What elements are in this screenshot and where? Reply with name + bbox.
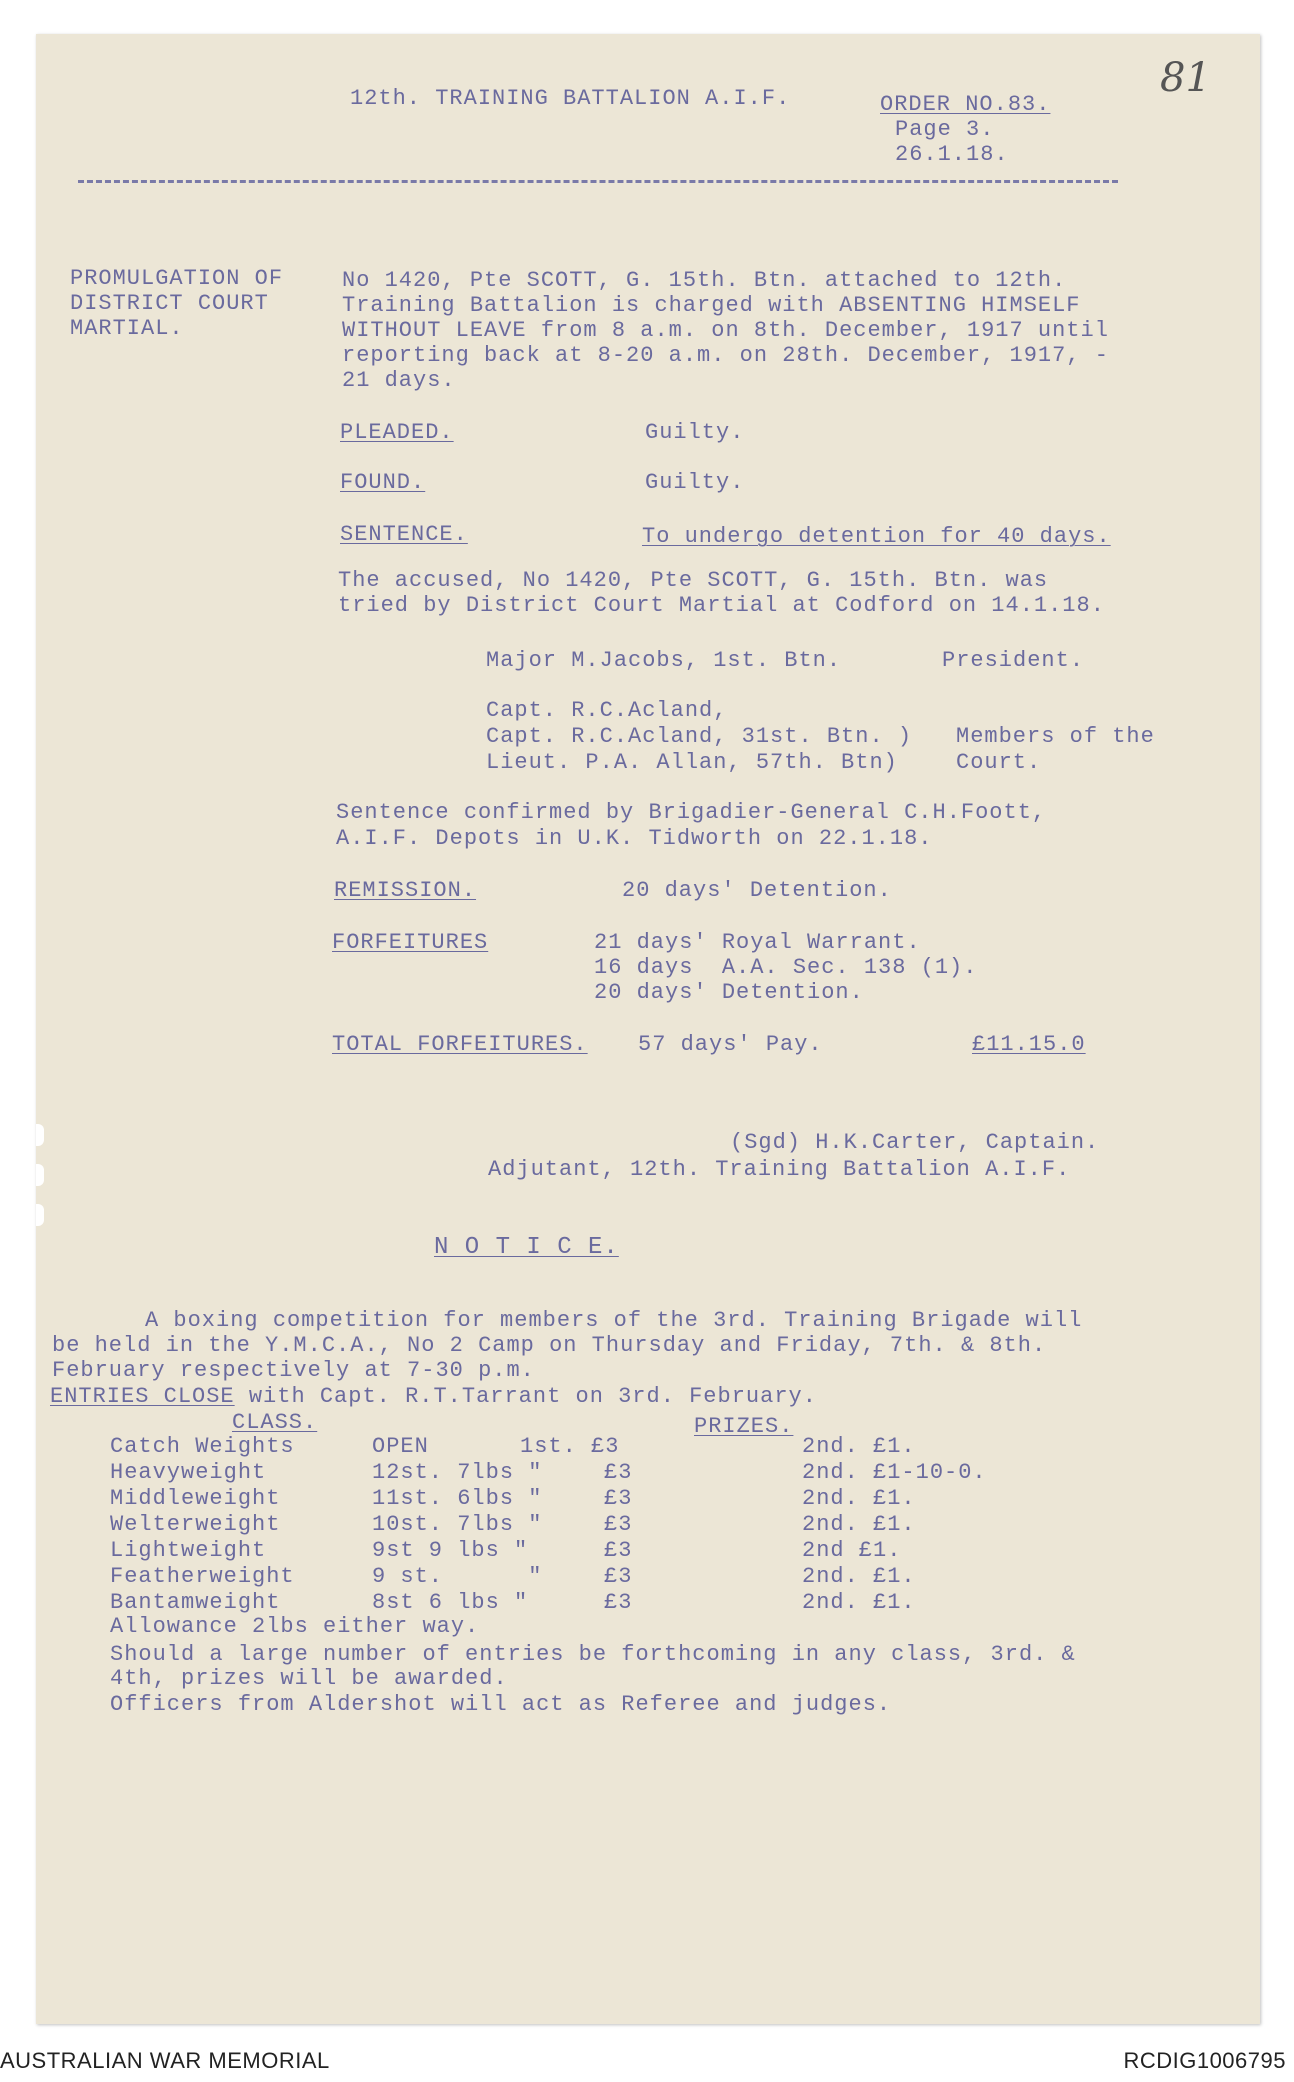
class-second-prize: 2nd. £1.	[802, 1590, 916, 1615]
member-line-3: Lieut. P.A. Allan, 57th. Btn)	[486, 750, 898, 775]
order-date: 26.1.18.	[895, 142, 1009, 167]
confirmed-line-1: Sentence confirmed by Brigadier-General C.H.Foott,	[336, 800, 1047, 825]
side-heading-line-1: PROMULGATION OF	[70, 266, 284, 291]
remission-value: 20 days' Detention.	[622, 878, 892, 903]
class-second-prize: 2nd. £1.	[802, 1486, 916, 1511]
class-weight: OPEN	[372, 1434, 429, 1459]
footnote-entries-1: Should a large number of entries be forthcoming in any class, 3rd. &	[110, 1642, 1076, 1667]
punch-hole	[36, 1164, 44, 1186]
signature-line: (Sgd) H.K.Carter, Captain.	[730, 1130, 1100, 1155]
forfeiture-line-2: 16 days A.A. Sec. 138 (1).	[594, 955, 978, 980]
notice-heading: N O T I C E.	[434, 1234, 619, 1261]
found-label: FOUND.	[340, 470, 426, 495]
found-value: Guilty.	[645, 470, 745, 495]
unit-heading: 12th. TRAINING BATTALION A.I.F.	[350, 86, 791, 111]
class-name: Middleweight	[110, 1486, 281, 1511]
notice-line-3: February respectively at 7-30 p.m.	[52, 1358, 535, 1383]
class-second-prize: 2nd £1.	[802, 1538, 902, 1563]
punch-hole	[36, 1124, 44, 1146]
folio-number: 81	[1160, 55, 1211, 101]
side-heading-line-3: MARTIAL.	[70, 316, 184, 341]
sentence-label: SENTENCE.	[340, 522, 468, 547]
members-role-2: Court.	[956, 750, 1042, 775]
charge-line-1: No 1420, Pte SCOTT, G. 15th. Btn. attached to 12th.	[342, 268, 1067, 293]
class-first-prize: £3	[604, 1460, 633, 1485]
class-first-prize: 1st. £3	[520, 1434, 620, 1459]
class-heading: CLASS.	[232, 1410, 318, 1435]
total-forfeitures-label: TOTAL FORFEITURES.	[332, 1032, 588, 1057]
pleaded-value: Guilty.	[645, 420, 745, 445]
class-second-prize: 2nd. £1.	[802, 1564, 916, 1589]
class-name: Welterweight	[110, 1512, 281, 1537]
members-role-1: Members of the	[956, 724, 1155, 749]
footnote-officers: Officers from Aldershot will act as Referee and judges.	[110, 1692, 892, 1717]
confirmed-line-2: A.I.F. Depots in U.K. Tidworth on 22.1.18.	[336, 826, 933, 851]
class-name: Lightweight	[110, 1538, 267, 1563]
pleaded-label: PLEADED.	[340, 420, 454, 445]
class-weight: 12st. 7lbs "	[372, 1460, 543, 1485]
tried-line-2: tried by District Court Martial at Codford on 14.1.18.	[338, 593, 1105, 618]
forfeiture-line-3: 20 days' Detention.	[594, 980, 864, 1005]
entries-label: ENTRIES CLOSE	[50, 1384, 235, 1409]
charge-line-4: reporting back at 8-20 a.m. on 28th. December, 1917, -	[342, 343, 1109, 368]
remission-label: REMISSION.	[334, 878, 477, 903]
header-rule	[78, 180, 1118, 183]
tried-line-1: The accused, No 1420, Pte SCOTT, G. 15th. Btn. was	[338, 568, 1049, 593]
footnote-allowance: Allowance 2lbs either way.	[110, 1614, 480, 1639]
total-forfeitures-amount: £11.15.0	[972, 1032, 1086, 1057]
class-first-prize: £3	[604, 1486, 633, 1511]
entries-text: with Capt. R.T.Tarrant on 3rd. February.	[234, 1384, 817, 1409]
class-name: Catch Weights	[110, 1434, 295, 1459]
side-heading-line-2: DISTRICT COURT	[70, 291, 269, 316]
class-name: Heavyweight	[110, 1460, 267, 1485]
class-second-prize: 2nd. £1.	[802, 1434, 916, 1459]
sentence-value: To undergo detention for 40 days.	[642, 524, 1111, 549]
class-weight: 10st. 7lbs "	[372, 1512, 543, 1537]
member-line-2: Capt. R.C.Acland, 31st. Btn. )	[486, 724, 913, 749]
footer-institution: AUSTRALIAN WAR MEMORIAL	[0, 2048, 330, 2073]
president-role: President.	[942, 648, 1085, 673]
entries-line	[50, 1384, 817, 1409]
class-first-prize: £3	[604, 1538, 633, 1563]
charge-line-5: 21 days.	[342, 368, 456, 393]
prizes-heading: PRIZES.	[694, 1414, 794, 1439]
class-second-prize: 2nd. £1-10-0.	[802, 1460, 987, 1485]
notice-line-1: A boxing competition for members of the 3rd. Training Brigade will	[145, 1308, 1083, 1333]
notice-line-2: be held in the Y.M.C.A., No 2 Camp on Thursday and Friday, 7th. & 8th.	[52, 1333, 1047, 1358]
class-weight: 9st 9 lbs "	[372, 1538, 529, 1563]
forfeiture-line-1: 21 days' Royal Warrant.	[594, 930, 921, 955]
charge-line-2: Training Battalion is charged with ABSENTING HIMSELF	[342, 293, 1081, 318]
charge-line-3: WITHOUT LEAVE from 8 a.m. on 8th. December, 1917 until	[342, 318, 1109, 343]
member-line-1: Capt. R.C.Acland,	[486, 698, 728, 723]
class-first-prize: £3	[604, 1512, 633, 1537]
class-second-prize: 2nd. £1.	[802, 1512, 916, 1537]
class-weight: 11st. 6lbs "	[372, 1486, 543, 1511]
class-weight: 9 st. "	[372, 1564, 543, 1589]
page-number: Page 3.	[895, 117, 995, 142]
punch-hole	[36, 1204, 44, 1226]
footnote-entries-2: 4th, prizes will be awarded.	[110, 1666, 508, 1691]
signature-title: Adjutant, 12th. Training Battalion A.I.F.	[488, 1157, 1071, 1182]
forfeitures-label: FORFEITURES	[332, 930, 489, 955]
class-name: Featherweight	[110, 1564, 295, 1589]
total-forfeitures-value: 57 days' Pay.	[638, 1032, 823, 1057]
class-name: Bantamweight	[110, 1590, 281, 1615]
class-first-prize: £3	[604, 1564, 633, 1589]
footer-record-id: RCDIG1006795	[1123, 2048, 1286, 2073]
president-name: Major M.Jacobs, 1st. Btn.	[486, 648, 842, 673]
class-first-prize: £3	[604, 1590, 633, 1615]
order-number: ORDER NO.83.	[880, 92, 1051, 117]
class-weight: 8st 6 lbs "	[372, 1590, 529, 1615]
